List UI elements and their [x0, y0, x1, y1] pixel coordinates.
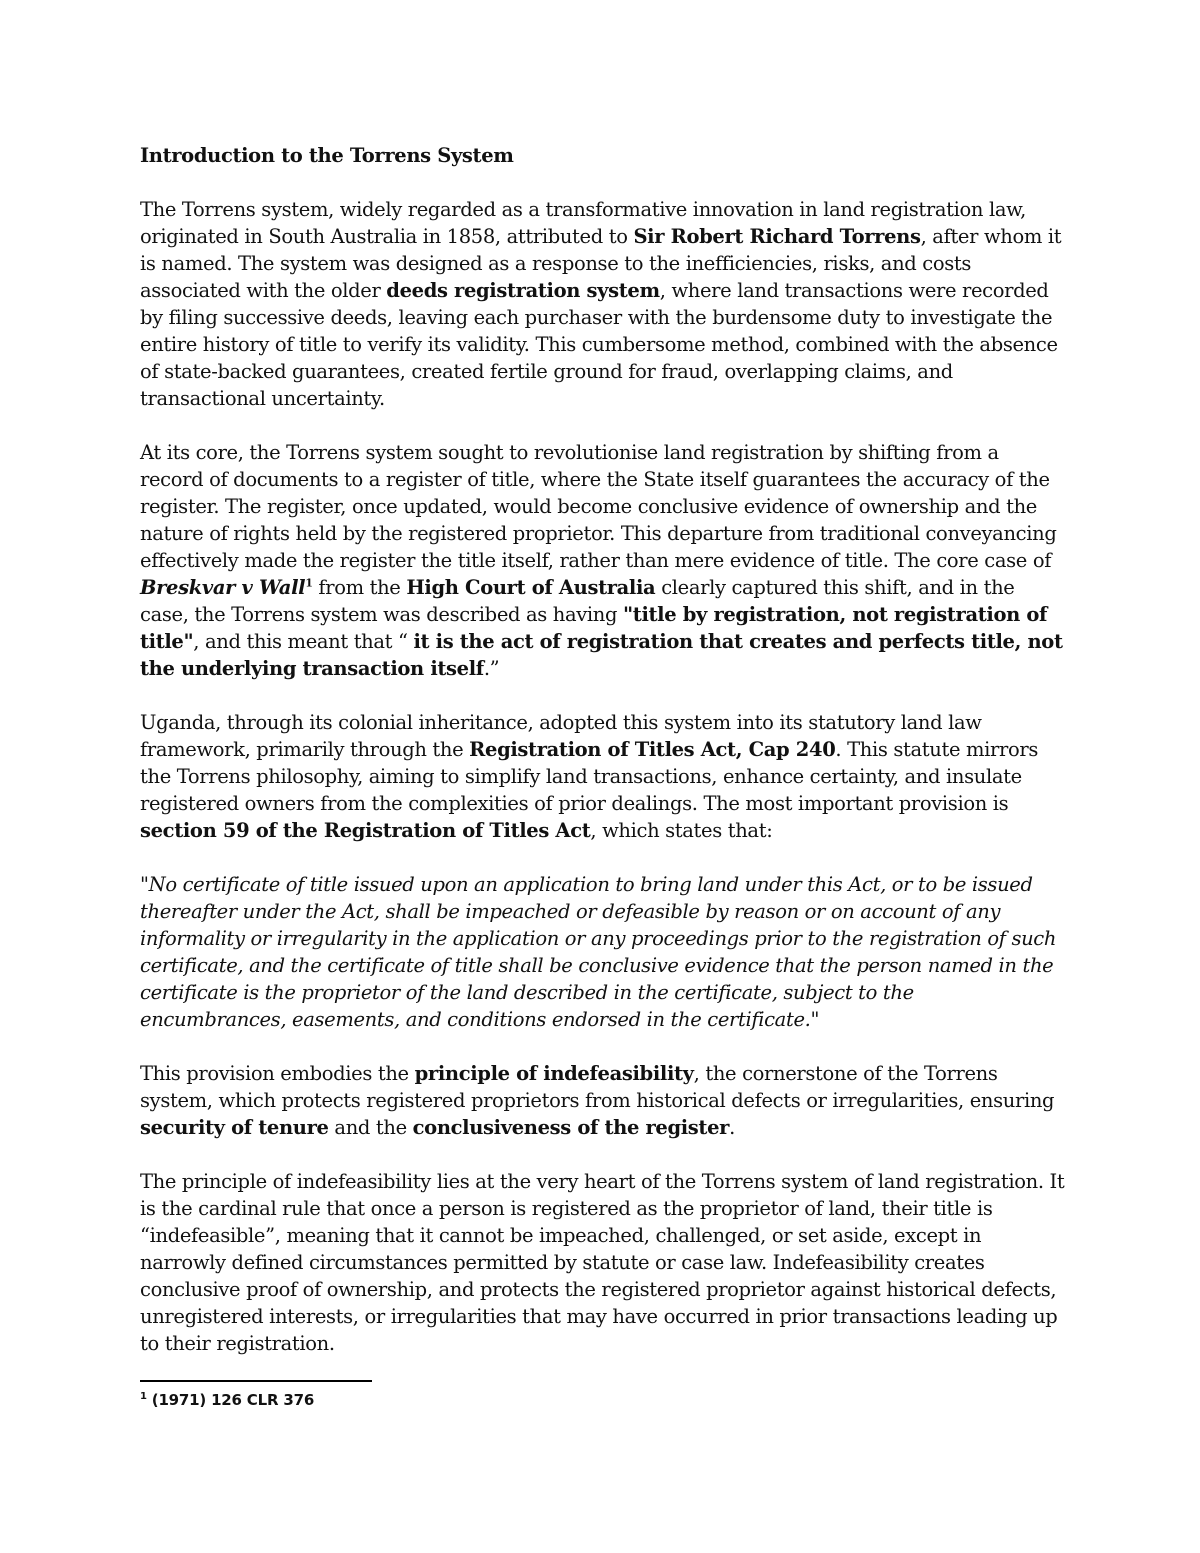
- bold-term: Sir Robert Richard Torrens: [633, 225, 921, 248]
- footnote-separator: [140, 1380, 372, 1382]
- text-run: , after whom it is named. The system was designed as a response to the inefficiencies, risks, and costs associated with the older: [140, 225, 1062, 302]
- page-title: Introduction to the Torrens System: [140, 144, 514, 167]
- bold-term: section 59 of the Registration of Titles Act: [140, 819, 591, 842]
- bold-term: High Court of Australia: [406, 576, 656, 599]
- footnote-marker: 1: [140, 1391, 147, 1402]
- document-body: [140, 142, 1065, 1384]
- text-run: from the: [312, 576, 407, 599]
- text-run: .: [729, 1116, 735, 1139]
- paragraph-uganda: [140, 709, 1065, 844]
- bold-term: Registration of Titles Act, Cap 240: [469, 738, 836, 761]
- paragraph-origins: [140, 196, 1065, 412]
- text-run: , the cornerstone of the Torrens system, which protects registered proprietors from historical defects or irregularities, ensuring: [140, 1062, 1055, 1112]
- case-name: Breskvar v Wall: [140, 576, 306, 599]
- text-run: clearly captured this shift, and in the case, the Torrens system was described as having: [140, 576, 1015, 626]
- footnote-reference: 1: [305, 576, 313, 590]
- text-run: At its core, the Torrens system sought to revolutionise land registration by shifting from a record of documents to a register of title, where the State itself guarantees the accuracy of the register. The register, once updated, would become conclusive evidence of ownership and the nature of rights held by the registered proprietor. This departure from traditional conveyancing effectively made the register the title itself, rather than mere evidence of title. The core case of: [140, 441, 1057, 572]
- bold-quote: "title by registration, not registration of title": [140, 603, 1048, 653]
- text-run: Uganda, through its colonial inheritance, adopted this system into its statutory land law framework, primarily through the: [140, 711, 982, 761]
- bold-term: conclusiveness of the register: [412, 1116, 730, 1139]
- footnote: [140, 1391, 314, 1409]
- text-run: The Torrens system, widely regarded as a transformative innovation in land registration law, originated in South Australia in 1858, attributed to: [140, 198, 1026, 248]
- bold-term: deeds registration system: [386, 279, 660, 302]
- text-run: and the: [328, 1116, 413, 1139]
- text-run: , and this meant that “: [193, 630, 414, 653]
- text-run: This provision embodies the: [140, 1062, 415, 1085]
- paragraph-principle: The principle of indefeasibility lies at the very heart of the Torrens system of land registration. It is the cardinal rule that once a person is registered as the proprietor of land, their title is “indefeasible”, meaning that it cannot be impeached, challenged, or set aside, except in narrowly defined circumstances permitted by statute or case law. Indefeasibility creates conclusive proof of ownership, and protects the registered proprietor against historical defects, unregistered interests, or irregularities that may have occurred in prior transactions leading up to their registration.: [140, 1170, 1065, 1355]
- paragraph-core: [140, 439, 1065, 682]
- text-run: . This statute mirrors the Torrens philosophy, aiming to simplify land transactions, enhance certainty, and insulate registered owners from the complexities of prior dealings. The most important provision is: [140, 738, 1039, 815]
- bold-term: security of tenure: [140, 1116, 329, 1139]
- bold-quote: it is the act of registration that creates and perfects title, not the underlying transaction itself: [140, 630, 1063, 680]
- text-run: , where land transactions were recorded by filing successive deeds, leaving each purchaser with the burdensome duty to investigate the entire history of title to verify its validity. This cumbersome method, combined with the absence of state-backed guarantees, created fertile ground for fraud, overlapping claims, and transactional uncertainty.: [140, 279, 1058, 410]
- footnote-text: (1971) 126 CLR 376: [146, 1391, 315, 1409]
- paragraph-indefeasibility: [140, 1060, 1065, 1141]
- text-run: , which states that:: [590, 819, 773, 842]
- bold-term: principle of indefeasibility: [414, 1062, 694, 1085]
- statute-quote: "No certificate of title issued upon an application to bring land under this Act, or to be issued thereafter under the Act, shall be impeached or defeasible by reason or on account of any informality or irregularity in the application or any proceedings prior to the registration of such certificate, and the certificate of title shall be conclusive evidence that the person named in the certificate is the proprietor of the land described in the certificate, subject to the encumbrances, easements, and conditions endorsed in the certificate.": [140, 873, 1057, 1031]
- text-run: .”: [483, 657, 500, 680]
